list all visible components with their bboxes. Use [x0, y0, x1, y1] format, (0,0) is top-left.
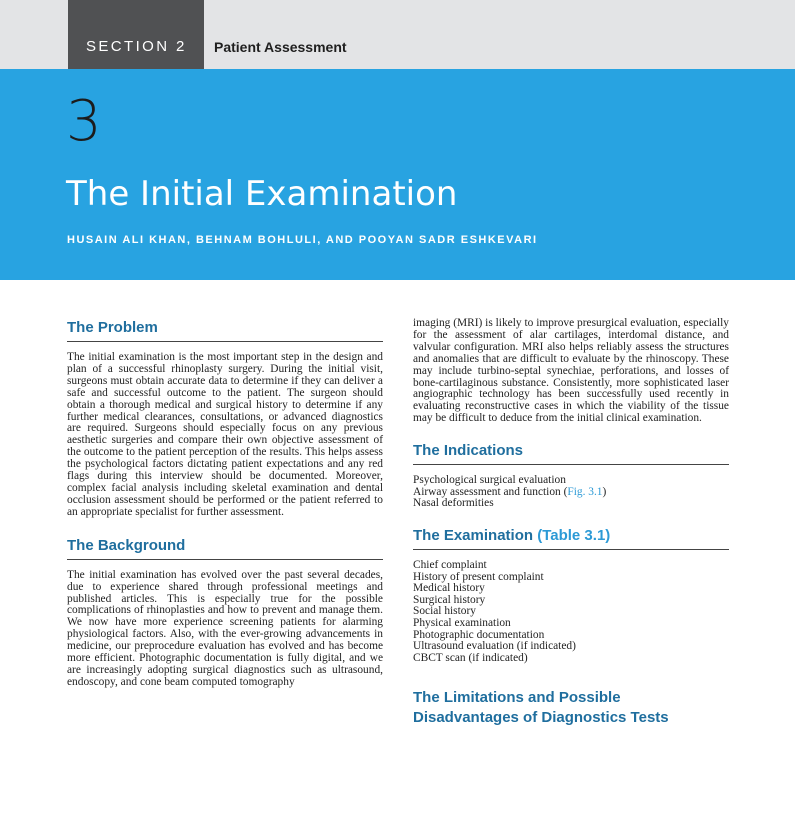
list-item: Chief complaint [413, 558, 487, 571]
background-heading: The Background [67, 536, 383, 560]
indications-list [413, 475, 729, 510]
chapter-authors: HUSAIN ALI KHAN, BEHNAM BOHLULI, AND POOYAN SADR ESHKEVARI [67, 234, 538, 246]
continuation-paragraph: imaging (MRI) is likely to improve presurgical evaluation, especially for the assessment of alar cartilages, interdomal distance, and valvular configuration. MRI also helps reliably assess the structures and anomalies that are difficult to evaluate by the rhinoscopy. These may include turbino-septal synechiae, perforations, and losses of bone-cartilaginous substance. Consistently, more sophisticated laser angiographic technology has been successfully used recently in evaluating reconstructive cases in which the viability of the tissue may be difficult to deduce from the initial clinical examination. [413, 317, 729, 425]
list-item: Medical history [413, 582, 485, 595]
limitations-heading: The Limitations and Possible Disadvantages of Diagnostics Tests [413, 689, 669, 727]
examination-heading [413, 526, 729, 550]
chapter-number: 3 [66, 89, 102, 154]
section-title: Patient Assessment [214, 39, 347, 55]
problem-heading: The Problem [67, 318, 383, 342]
list-item: Ultrasound evaluation (if indicated) [413, 640, 576, 653]
examination-list [413, 560, 729, 664]
figure-link[interactable]: Fig. 3.1 [567, 485, 603, 498]
section-tab [68, 0, 204, 69]
examination-heading-text: The Examination [413, 526, 534, 544]
right-column [413, 318, 729, 731]
chapter-title: The Initial Examination [66, 174, 458, 214]
problem-paragraph: The initial examination is the most important step in the design and plan of a successful rhinoplasty surgery. During the initial visit, surgeons must obtain accurate data to determine if they can deliver a safe and successful outcome to the patient. The surgeon should obtain a thorough medical and surgical history to determine if any further medical clearances, consultations, or advanced diagnostics are required. Surgeons should especially focus on any previous aesthetic surgeries and compare their own objective assessment of the outcome to the patient perception of the results. This helps assess the psychological factors dictating patient expectations and any red flags during this interview should be documented. Moreover, complex facial analysis including skeletal examination and dental occlusion assessment should be performed or the patient referred to an appropriate specialist for further assessment. [67, 351, 383, 518]
list-item: Photographic documentation [413, 628, 545, 641]
list-item: History of present complaint [413, 570, 544, 583]
section-label: SECTION 2 [86, 38, 187, 55]
list-item: Nasal deformities [413, 497, 494, 510]
list-item: Surgical history [413, 593, 486, 606]
left-column [67, 318, 383, 689]
list-item: Social history [413, 605, 476, 618]
list-item-text: Airway assessment and function ( [413, 485, 568, 498]
list-item-close: ) [602, 485, 607, 498]
indications-heading: The Indications [413, 441, 729, 465]
table-link[interactable]: (Table 3.1) [537, 526, 611, 544]
background-paragraph: The initial examination has evolved over the past several decades, due to experience shared through professional meetings and published articles. This is especially true for the possible complications of rhinoplasties and how to prevent and manage them. We now have more experience screening patients for alarming physiological factors. Also, with the ever-growing advancements in medicine, our preprocedure evaluation has evolved and has become more efficient. Photographic documentation is fully digital, and we are increasingly adopting surgical diagnostics such as ultrasound, endoscopy, and cone beam computed tomography [67, 568, 383, 688]
list-item: Psychological surgical evaluation [413, 474, 566, 487]
list-item: Physical examination [413, 616, 511, 629]
list-item: CBCT scan (if indicated) [413, 651, 528, 664]
